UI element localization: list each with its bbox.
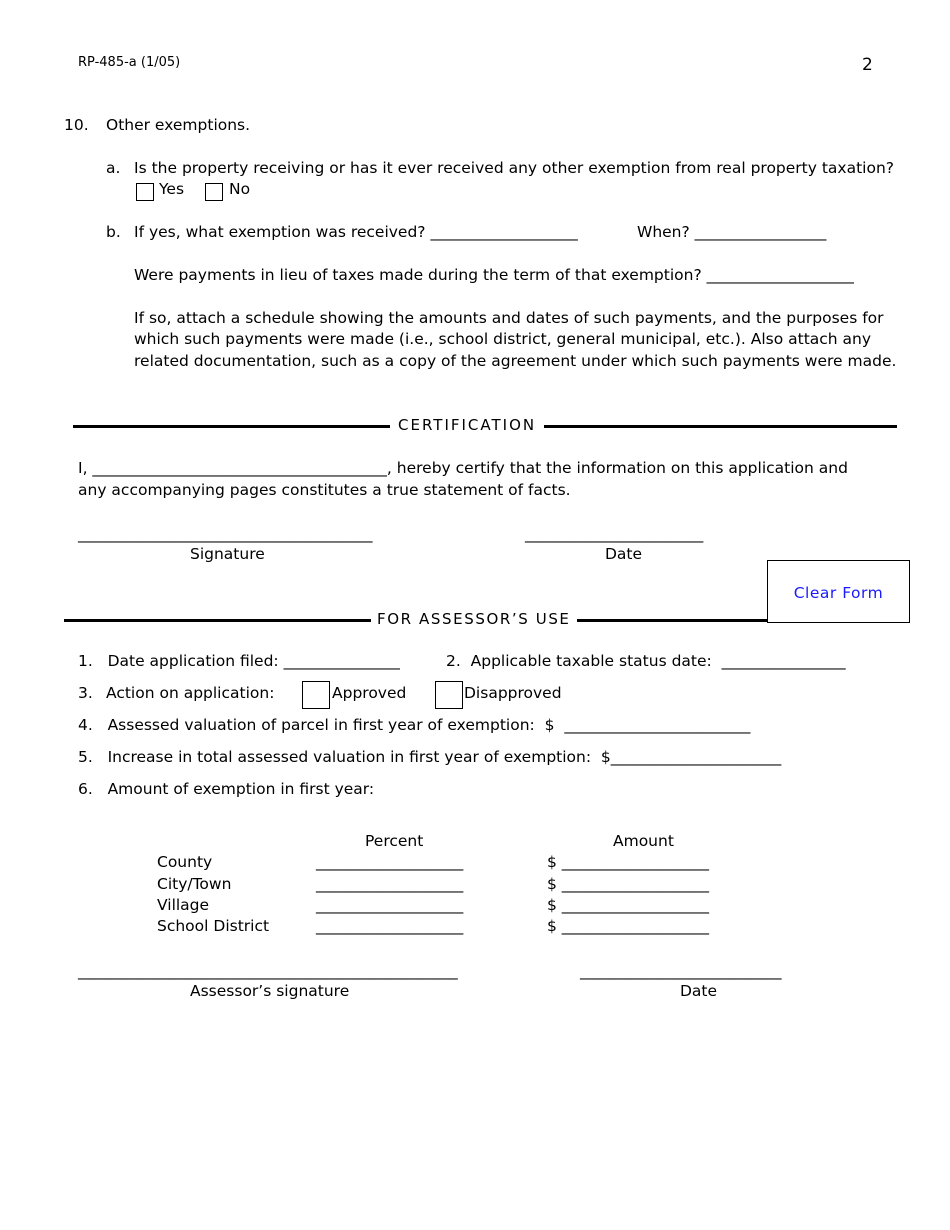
col-amount-header: Amount — [613, 832, 674, 850]
action-on-application-label: Action on application: — [106, 684, 275, 702]
assessor-date-label: Date — [680, 982, 718, 1000]
assessor-title: FOR ASSESSOR’S USE — [371, 610, 577, 628]
payments-in-lieu-field[interactable]: Were payments in lieu of taxes made during the term of that exemption? ___________________ — [134, 266, 854, 284]
q10a-letter: a. — [106, 159, 121, 177]
q10b-letter: b. — [106, 223, 121, 241]
q10-title: Other exemptions. — [106, 116, 251, 134]
when-field[interactable]: When? _________________ — [637, 223, 827, 241]
increase-valuation-field[interactable]: 5. Increase in total assessed valuation in first year of exemption: $______________________ — [78, 748, 782, 766]
assessor-signature-field[interactable]: _________________________________________________ — [78, 962, 458, 980]
certify-statement: any accompanying pages constitutes a true statement of facts. — [78, 481, 571, 499]
percent-field[interactable]: ___________________ — [316, 853, 464, 871]
row-label: County — [157, 853, 213, 871]
row-label: Village — [157, 896, 210, 914]
taxable-status-date-field[interactable]: 2. Applicable taxable status date: ________________ — [446, 652, 846, 670]
col-percent-header: Percent — [365, 832, 424, 850]
clear-form-button[interactable]: Clear Form — [767, 560, 910, 623]
assessed-valuation-field[interactable]: 4. Assessed valuation of parcel in first year of exemption: $ ________________________ — [78, 716, 751, 734]
row-label: School District — [157, 917, 270, 935]
certification-title: CERTIFICATION — [390, 416, 544, 434]
no-label: No — [229, 180, 251, 198]
amount-field[interactable]: $ ___________________ — [547, 896, 710, 914]
page-number: 2 — [862, 55, 873, 75]
date-field[interactable]: _______________________ — [525, 525, 704, 543]
amount-field[interactable]: $ ___________________ — [547, 853, 710, 871]
schedule-line-1: If so, attach a schedule showing the amounts and dates of such payments, and the purposes for — [134, 309, 884, 327]
exemption-received-field[interactable]: If yes, what exemption was received? ___________________ — [134, 223, 578, 241]
amount-field[interactable]: $ ___________________ — [547, 917, 710, 935]
yes-label: Yes — [159, 180, 185, 198]
disapproved-label: Disapproved — [464, 684, 562, 702]
approved-checkbox[interactable] — [302, 681, 330, 709]
percent-field[interactable]: ___________________ — [316, 896, 464, 914]
percent-field[interactable]: ___________________ — [316, 875, 464, 893]
signature-label: Signature — [190, 545, 265, 563]
q10-number: 10. — [64, 116, 89, 134]
date-filed-field[interactable]: 1. Date application filed: _______________ — [78, 652, 400, 670]
percent-field[interactable]: ___________________ — [316, 917, 464, 935]
approved-label: Approved — [332, 684, 407, 702]
certify-name-field[interactable]: I, ______________________________________, hereby certify that the information on this application and — [78, 459, 848, 477]
signature-field[interactable]: ______________________________________ — [78, 525, 373, 543]
yes-checkbox[interactable] — [136, 183, 154, 201]
schedule-line-3: related documentation, such as a copy of the agreement under which such payments were made. — [134, 352, 897, 370]
date-label: Date — [605, 545, 643, 563]
schedule-line-2: which such payments were made (i.e., school district, general municipal, etc.). Also attach any — [134, 330, 872, 348]
no-checkbox[interactable] — [205, 183, 223, 201]
disapproved-checkbox[interactable] — [435, 681, 463, 709]
assessor-signature-label: Assessor’s signature — [190, 982, 350, 1000]
item3-number: 3. — [78, 684, 93, 702]
assessor-date-field[interactable]: __________________________ — [580, 962, 782, 980]
amount-field[interactable]: $ ___________________ — [547, 875, 710, 893]
form-id: RP-485-a (1/05) — [78, 55, 181, 70]
row-label: City/Town — [157, 875, 232, 893]
q10a-question: Is the property receiving or has it ever received any other exemption from real property taxation? — [134, 159, 895, 177]
amount-exemption-label: 6. Amount of exemption in first year: — [78, 780, 375, 798]
